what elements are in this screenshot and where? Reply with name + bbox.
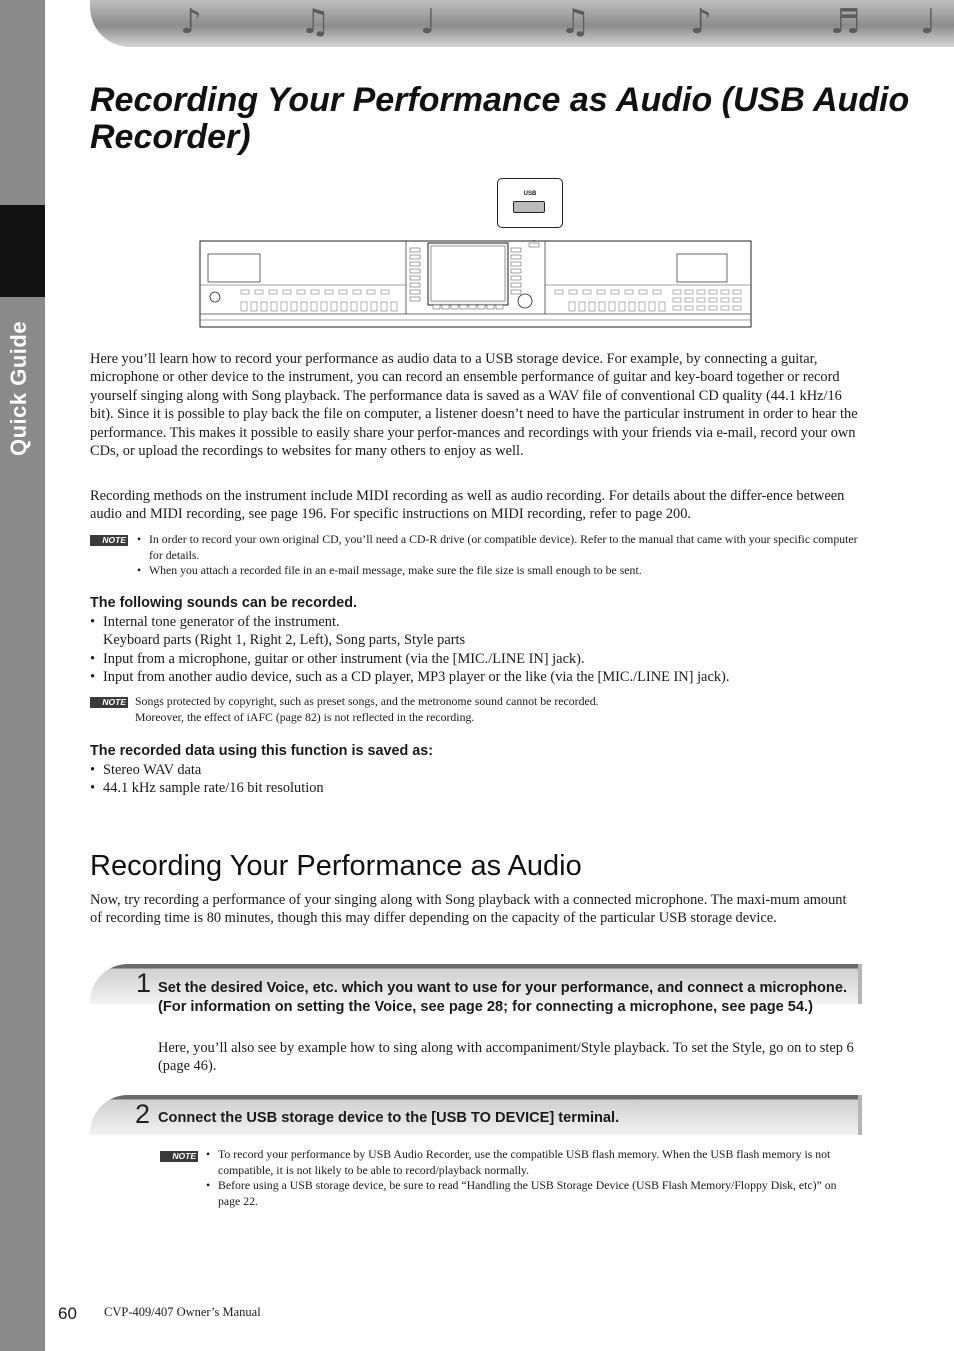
usb-label: USB xyxy=(523,191,537,197)
note-item: • To record your performance by USB Audio Recorder, use the compatible USB flash memory. When the USB flash memory is not compatible, it is not likely to be able to record/playback normally. xyxy=(206,1147,856,1178)
saved-format-list xyxy=(90,761,862,798)
manual-title: CVP-409/407 Owner’s Manual xyxy=(104,1305,261,1319)
sidebar-label: Quick Guide xyxy=(6,320,31,456)
note-badge: NOTE xyxy=(90,697,128,708)
section-subheading: The recorded data using this function is saved as: xyxy=(90,743,434,759)
step-number: 2 xyxy=(135,1099,151,1129)
list-item: • Input from a microphone, guitar or other instrument (via the [MIC./LINE IN] jack). xyxy=(90,650,862,668)
note-block xyxy=(206,1147,856,1209)
step-heading: Set the desired Voice, etc. which you want to use for your performance, and connect a microphone. (For information on setting the Voice, see page 28; for connecting a microphone, see page 54.) xyxy=(158,980,848,1015)
sidebar-tab-marker xyxy=(0,205,45,297)
note-item: • Before using a USB storage device, be sure to read “Handling the USB Storage Device (USB Flash Memory/Floppy Disk, etc)” on page 22. xyxy=(206,1178,856,1209)
section-subheading: The following sounds can be recorded. xyxy=(90,595,358,611)
step-body: Here, you’ll also see by example how to sing along with accompaniment/Style playback. To set the Style, go on to step 6 (page 46). xyxy=(158,1040,854,1075)
header-banner xyxy=(90,0,954,47)
note-block xyxy=(135,694,862,725)
sidebar xyxy=(0,0,45,1351)
note-line: Moreover, the effect of iAFC (page 82) is not reflected in the recording. xyxy=(135,709,475,724)
list-item: • Stereo WAV data xyxy=(90,761,862,779)
music-note-decoration: ♬ xyxy=(830,2,861,42)
music-note-decoration: ♪ xyxy=(690,2,712,42)
sounds-list xyxy=(90,613,862,687)
section-intro: Now, try recording a performance of your singing along with Song playback with a connected microphone. The maxi-mum amount of recording time is 80 minutes, though this may differ depending on the capacity of the particular USB storage device. xyxy=(90,892,847,927)
music-note-decoration: ♫ xyxy=(560,2,591,42)
note-badge: NOTE xyxy=(160,1151,198,1162)
section-title: Recording Your Performance as Audio xyxy=(90,850,582,882)
step-number: 1 xyxy=(136,968,152,998)
note-block xyxy=(137,532,862,579)
list-item: • Input from another audio device, such as a CD player, MP3 player or the like (via the [MIC./LINE IN] jack). xyxy=(90,668,862,686)
usb-button-icon xyxy=(513,201,545,213)
note-item: • In order to record your own original CD, you’ll need a CD-R drive (or compatible device). Refer to the manual that came with your specific computer for details. xyxy=(137,532,862,563)
instrument-panel-illustration xyxy=(199,240,752,328)
intro-paragraph: Recording methods on the instrument include MIDI recording as well as audio recording. For details about the differ-ence between audio and MIDI recording, see page 196. For specific instructions on MIDI recording, refer to page 200. xyxy=(90,488,845,523)
usb-button-callout xyxy=(497,178,563,228)
list-item: • Internal tone generator of the instrument. xyxy=(90,613,862,631)
page-number: 60 xyxy=(58,1304,77,1323)
page-title: Recording Your Performance as Audio (USB Audio Recorder) xyxy=(90,81,910,156)
note-item: • When you attach a recorded file in an e-mail message, make sure the file size is small enough to be sent. xyxy=(137,563,862,579)
intro-paragraph: Here you’ll learn how to record your performance as audio data to a USB storage device. For example, by connecting a guitar, microphone or other device to the instrument, you can record an ensemble performance of guitar and key-board together or record yourself singing along with Song playback. The performance data is saved as a WAV file of conventional CD quality (44.1 kHz/16 bit). Since it is possible to play back the file on computer, a listener doesn’t need to have the particular instrument in order to hear the performance. This makes it possible to easily share your perfor-mances and recordings with your friends via e-mail, record your own CDs, or upload the recordings to websites for many others to enjoy as well. xyxy=(90,351,858,460)
music-note-decoration: ♩ xyxy=(920,2,937,42)
note-line: Songs protected by copyright, such as preset songs, and the metronome sound cannot be recorded. xyxy=(135,694,599,708)
list-item-continuation: Keyboard parts (Right 1, Right 2, Left), Song parts, Style parts xyxy=(103,632,466,649)
note-badge: NOTE xyxy=(90,535,128,546)
step-heading: Connect the USB storage device to the [USB TO DEVICE] terminal. xyxy=(158,1110,620,1126)
music-note-decoration: ♫ xyxy=(300,2,331,42)
music-note-decoration: ♪ xyxy=(180,2,202,42)
music-note-decoration: ♩ xyxy=(420,2,437,42)
list-item: • 44.1 kHz sample rate/16 bit resolution xyxy=(90,779,862,797)
